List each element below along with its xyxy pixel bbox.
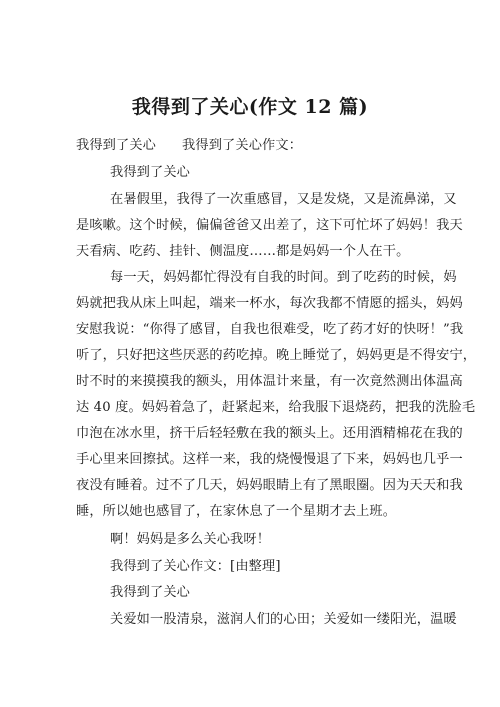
paragraph-line: 啊！妈妈是多么关心我呀！ xyxy=(110,532,271,547)
paragraph-line: 安慰我说：“你得了感冒，自我也很难受，吃了药才好的快呀！”我 xyxy=(76,322,464,337)
section-heading: 我得到了关心 xyxy=(110,585,191,600)
paragraph-line: 天看病、吃药、挂针、侧温度……都是妈妈一个人在干。 xyxy=(76,244,410,259)
meta-right: 我得到了关心作文： xyxy=(182,138,303,153)
paragraph-line: 时不时的来摸摸我的额头，用体温计来量，有一次竟然测出体温高 xyxy=(76,374,463,389)
paragraph-line: 在暑假里，我得了一次重感冒，又是发烧，又是流鼻涕，又 xyxy=(110,192,457,207)
paragraph-line: 手心里来回擦拭。这样一来，我的烧慢慢退了下来，妈妈也几乎一 xyxy=(76,452,463,467)
paragraph-line: 每一天，妈妈都忙得没有自我的时间。到了吃药的时候，妈 xyxy=(110,270,457,285)
paragraph-line: 达 40 度。妈妈着急了，赶紧起来，给我服下退烧药，把我的洗脸毛 xyxy=(76,400,476,415)
paragraph-line: 关爱如一股清泉，滋润人们的心田；关爱如一缕阳光，温暖 xyxy=(110,612,457,627)
paragraph-line: 妈就把我从床上叫起，端来一杯水，每次我都不情愿的摇头，妈妈 xyxy=(76,296,463,311)
meta-left: 我得到了关心 xyxy=(76,138,157,153)
paragraph-line: 巾泡在冰水里，挤干后轻轻敷在我的额头上。还用酒精棉花在我的 xyxy=(76,426,463,441)
paragraph-line: 睡，所以她也感冒了，在家休息了一个星期才去上班。 xyxy=(76,504,397,519)
document-title: 我得到了关心(作文 12 篇) xyxy=(131,96,369,118)
section-subtitle: 我得到了关心作文：[由整理] xyxy=(110,559,281,574)
paragraph-line: 夜没有睡着。过不了几天，妈妈眼睛上有了黑眼圈。因为天天和我 xyxy=(76,478,463,493)
section-heading: 我得到了关心 xyxy=(110,165,191,180)
paragraph-line: 听了，只好把这些厌恶的药吃掉。晚上睡觉了，妈妈更是不得安宁， xyxy=(76,348,477,363)
meta-line xyxy=(76,138,302,154)
paragraph-line: 是咳嗽。这个时候，偏偏爸爸又出差了，这下可忙坏了妈妈！我天 xyxy=(76,218,463,233)
